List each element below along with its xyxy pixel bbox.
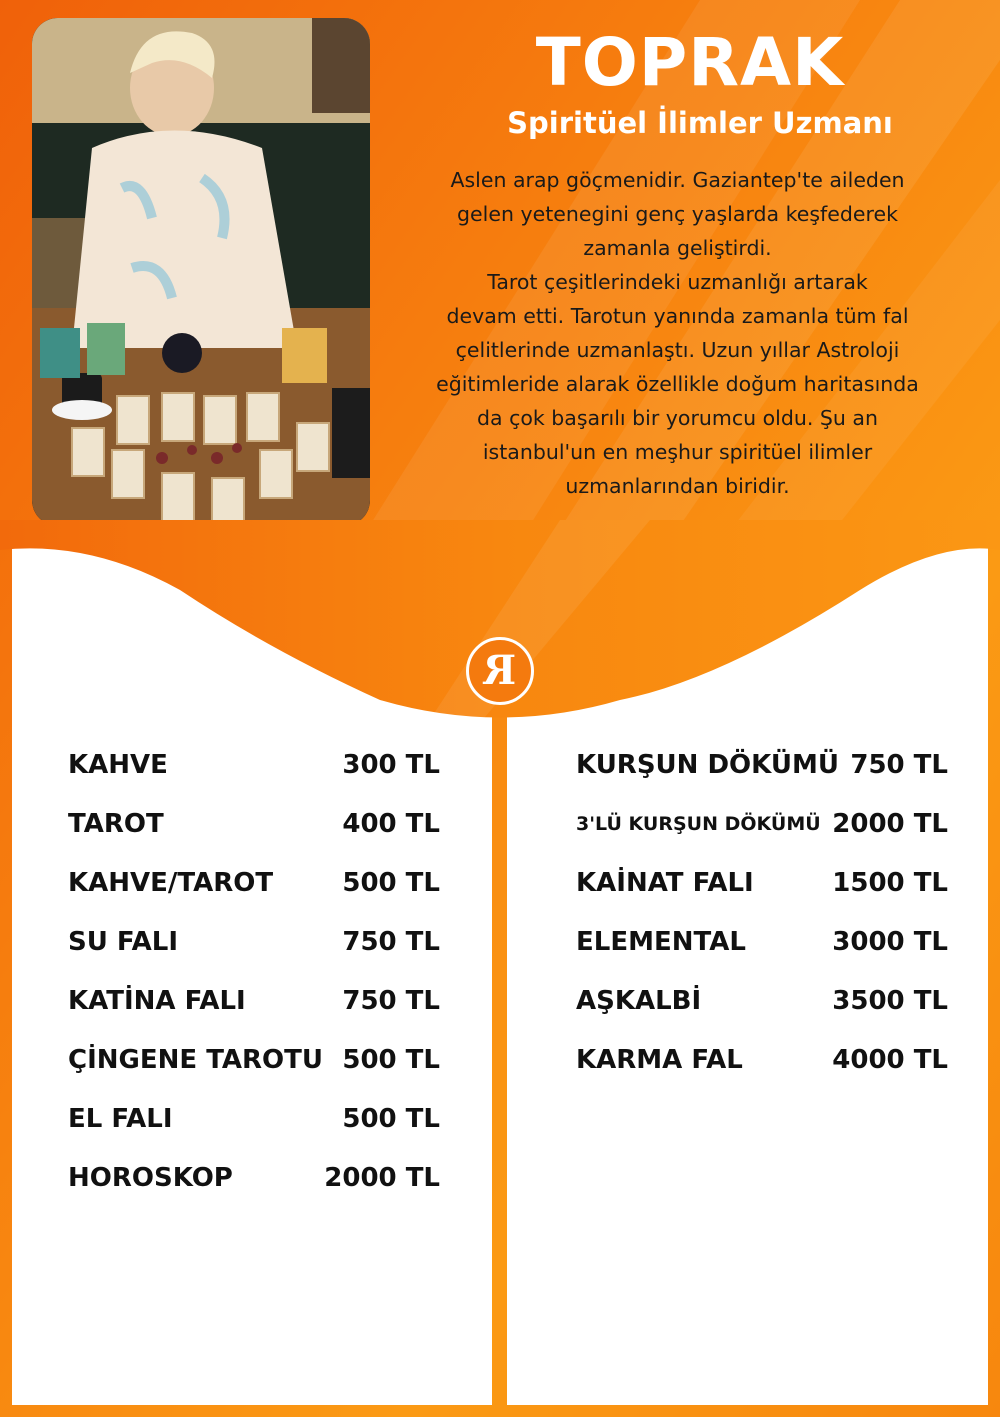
service-name: TAROT [68,808,164,839]
service-price: 750 TL [342,985,440,1016]
portrait-photo [32,18,370,526]
service-price: 2000 TL [324,1162,440,1193]
service-name: 3'LÜ KURŞUN DÖKÜMÜ [576,812,821,835]
service-name: KATİNA FALI [68,985,246,1016]
page-subtitle: Spiritüel İlimler Uzmanı [507,106,893,140]
price-row [576,971,948,1030]
brand-logo [466,637,534,705]
service-name: KAHVE/TAROT [68,867,274,898]
price-row [576,912,948,971]
service-name: HOROSKOP [68,1162,233,1193]
service-name: KARMA FAL [576,1044,743,1075]
service-price: 500 TL [342,1044,440,1075]
service-price: 500 TL [342,1103,440,1134]
service-name: ELEMENTAL [576,926,746,957]
service-price: 1500 TL [832,867,948,898]
service-price: 3000 TL [832,926,948,957]
service-price: 3500 TL [832,985,948,1016]
price-row [68,735,440,794]
price-row [576,1030,948,1089]
price-row [576,853,948,912]
service-price: 500 TL [342,867,440,898]
bio-text: Aslen arap göçmenidir. Gaziantep'te aileden gelen yetenegini genç yaşlarda keşfederek zamanla geliştirdi. Tarot çeşitlerindeki uzmanlığı artarak devam etti. Tarotun yanında zamanla tüm fal çelitlerinde uzmanlaştı. Uzun yıllar Astroloji eğitimleride alarak özellikle doğum haritasında da çok başarılı bir yorumcu oldu. Şu an istanbul'un en meşhur spiritüel ilimler uzmanlarından biridir. [436,168,919,498]
price-row [68,912,440,971]
service-name: AŞKALBİ [576,985,702,1016]
service-name: KURŞUN DÖKÜMÜ [576,749,839,780]
price-row [68,1148,440,1207]
price-row [68,971,440,1030]
price-row [68,853,440,912]
price-list-right [576,735,948,1089]
price-list-left [68,735,440,1207]
page-title: TOPRAK [535,24,845,101]
service-name: ÇİNGENE TAROTU [68,1044,323,1075]
wave-divider [0,520,1000,740]
logo-letter: R [483,647,517,694]
price-row [68,1030,440,1089]
service-name: EL FALI [68,1103,173,1134]
service-name: KAİNAT FALI [576,867,754,898]
price-row [68,794,440,853]
service-price: 4000 TL [832,1044,948,1075]
service-name: KAHVE [68,749,168,780]
price-row [576,735,948,794]
service-price: 2000 TL [832,808,948,839]
price-row [576,794,948,853]
service-name: SU FALI [68,926,179,957]
service-price: 300 TL [342,749,440,780]
service-price: 400 TL [342,808,440,839]
service-price: 750 TL [342,926,440,957]
service-price: 750 TL [850,749,948,780]
price-row [68,1089,440,1148]
